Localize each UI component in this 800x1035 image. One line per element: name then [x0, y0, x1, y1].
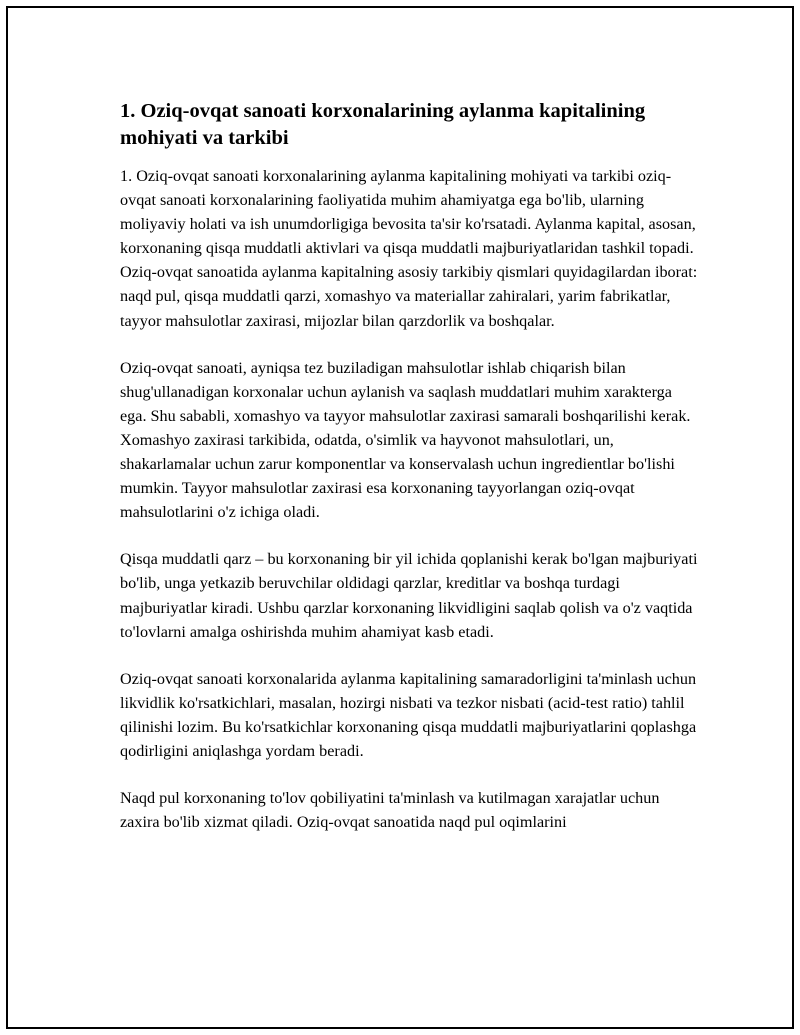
document-page — [6, 6, 794, 1029]
paragraph-1: 1. Oziq-ovqat sanoati korxonalarining aylanma kapitalining mohiyati va tarkibi oziq-ovqat sanoati korxonalarining faoliyatida muhim ahamiyatga ega bo'lib, ularning moliyaviy holati va ish unumdorligiga bevosita ta'sir ko'rsatadi. Aylanma kapital, asosan, korxonaning qisqa muddatli aktivlari va qisqa muddatli majburiyatlaridan tashkil topadi. Oziq-ovqat sanoatida aylanma kapitalning asosiy tarkibiy qismlari quyidagilardan iborat: naqd pul, qisqa muddatli qarzi, xomashyo va materiallar zahiralari, yarim fabrikatlar, tayyor mahsulotlar zaxirasi, mijozlar bilan qarzdorlik va boshqalar. — [120, 167, 698, 330]
section-heading: 1. Oziq-ovqat sanoati korxonalarining aylanma kapitalining mohiyati va tarkibi — [120, 100, 646, 149]
paragraph-5: Naqd pul korxonaning to'lov qobiliyatini ta'minlash va kutilmagan xarajatlar uchun zaxira bo'lib xizmat qiladi. Oziq-ovqat sanoatida naqd pul oqimlarini — [120, 789, 660, 832]
paragraph-3: Qisqa muddatli qarz – bu korxonaning bir yil ichida qoplanishi kerak bo'lgan majburiyati bo'lib, unga yetkazib beruvchilar oldidagi qarzlar, kreditlar va boshqa turdagi majburiyatlar kiradi. Ushbu qarzlar korxonaning likvidligini saqlab qolish va o'z vaqtida to'lovlarni amalga oshirishda muhim ahamiyat kasb etadi. — [120, 550, 698, 641]
paragraph-4: Oziq-ovqat sanoati korxonalarida aylanma kapitalining samaradorligini ta'minlash uchun likvidlik ko'rsatkichlari, masalan, hozirgi nisbati va tezkor nisbati (acid-test ratio) tahlil qilinishi lozim. Bu ko'rsatkichlar korxonaning qisqa muddatli majburiyatlarini qoplashga qodirligini aniqlashga yordam beradi. — [120, 669, 697, 760]
document-body — [120, 98, 702, 857]
paragraph-2: Oziq-ovqat sanoati, ayniqsa tez buziladigan mahsulotlar ishlab chiqarish bilan shug'ullanadigan korxonalar uchun aylanish va saqlash muddatlari muhim xarakterga ega. Shu sababli, xomashyo va tayyor mahsulotlar zaxirasi samarali boshqarilishi kerak. Xomashyo zaxirasi tarkibida, odatda, o'simlik va hayvonot mahsulotlari, un, shakarlamalar uchun zarur komponentlar va konservalash uchun ingredientlar bo'lishi mumkin. Tayyor mahsulotlar zaxirasi esa korxonaning tayyorlangan oziq-ovqat mahsulotlarini o'z ichiga oladi. — [120, 358, 691, 522]
